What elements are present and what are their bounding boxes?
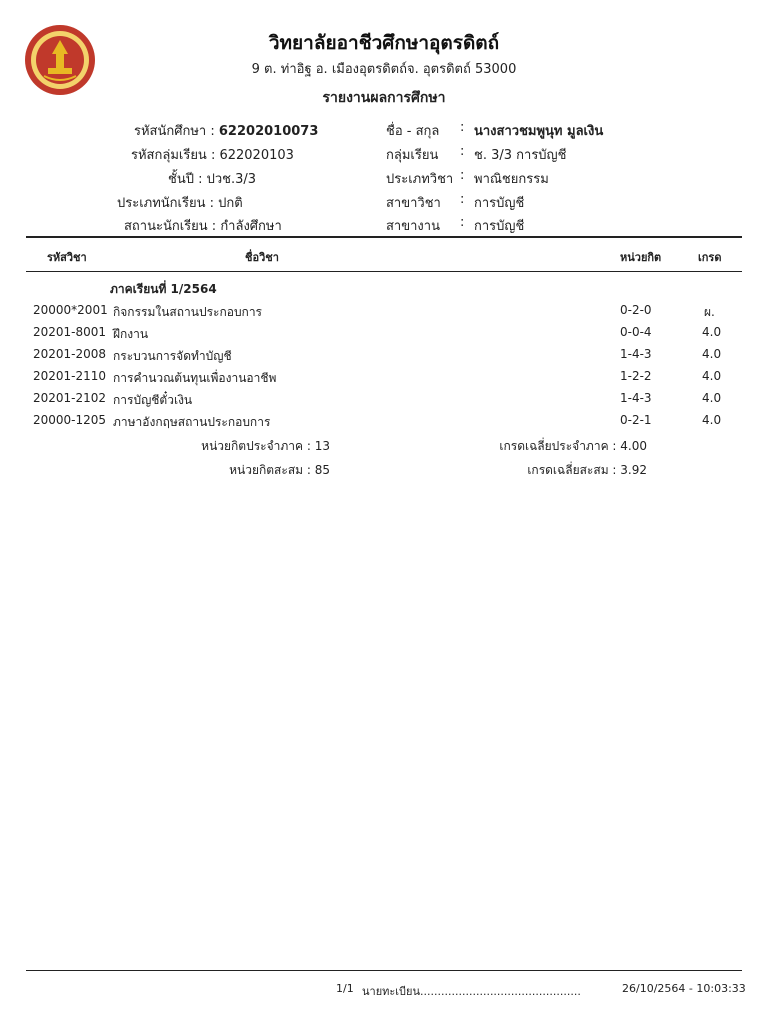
colon: : [460, 192, 465, 207]
course-grade: 4.0 [702, 413, 722, 427]
student-name-value: นางสาวชมพูนุท มูลเงิน [474, 124, 604, 139]
student-id-value: 62202010073 [218, 124, 319, 139]
header-grade: เกรด [698, 251, 722, 264]
field-value: การบัญชี [474, 219, 525, 234]
student-status-label: สถานะนักเรียน : [124, 219, 221, 234]
year-label: ชั้นปี : [168, 172, 207, 187]
semester-label: ภาคเรียนที่ 1/2564 [110, 282, 217, 296]
course-credit: 0-2-0 [620, 303, 652, 317]
footer-rule [26, 970, 742, 971]
header-credit: หน่วยกิต [620, 251, 662, 264]
course-name: ภาษาอังกฤษสถานประกอบการ [113, 415, 271, 429]
report-title: รายงานผลการศึกษา [322, 90, 446, 106]
colon: : [460, 144, 465, 159]
cumulative-credits: หน่วยกิตสะสม : 85 [229, 463, 330, 477]
table-top-rule [26, 236, 742, 238]
header-code: รหัสวิชา [47, 251, 87, 264]
student-id-label: รหัสนักศึกษา : [134, 124, 219, 139]
course-name: การคำนวณต้นทุนเพื่องานอาชีพ [113, 371, 277, 385]
course-code: 20000-1205 [33, 413, 107, 427]
colon: : [460, 168, 465, 183]
course-code: 20201-8001 [33, 325, 107, 339]
course-grade: ผ. [704, 305, 715, 319]
student-status-value: กำลังศึกษา [220, 219, 282, 234]
course-credit: 0-2-1 [620, 413, 652, 427]
course-credit: 1-2-2 [620, 369, 652, 383]
course-credit: 0-0-4 [620, 325, 652, 339]
course-grade: 4.0 [702, 325, 722, 339]
group-code-value: 622020103 [219, 148, 294, 163]
subject-type-label: ประเภทวิชา [386, 172, 454, 187]
student-type-label: ประเภทนักเรียน : [117, 196, 219, 211]
course-grade: 4.0 [702, 391, 722, 405]
semester-credits: หน่วยกิตประจำภาค : 13 [201, 439, 330, 453]
college-name: วิทยาลัยอาชีวศึกษาอุตรดิตถ์ [268, 32, 500, 54]
student-type-row [117, 192, 243, 213]
table-header-rule [26, 271, 742, 272]
header-name: ชื่อวิชา [245, 251, 279, 264]
year-row [168, 168, 256, 189]
field-label: สาขางาน [386, 219, 440, 234]
course-name: กิจกรรมในสถานประกอบการ [113, 305, 263, 319]
course-code: 20201-2102 [33, 391, 107, 405]
group-code-row [131, 144, 294, 165]
course-name: กระบวนการจัดทำบัญชี [113, 349, 232, 363]
colon: : [460, 120, 465, 135]
course-code: 20201-2110 [33, 369, 107, 383]
group-label: กลุ่มเรียน [386, 148, 439, 163]
student-id-row [134, 120, 318, 141]
course-code: 20000*2001 [33, 303, 108, 317]
cumulative-gpa: เกรดเฉลี่ยสะสม : 3.92 [527, 463, 647, 477]
course-grade: 4.0 [702, 347, 722, 361]
course-name: ฝึกงาน [113, 327, 149, 341]
course-credit: 1-4-3 [620, 347, 652, 361]
group-code-label: รหัสกลุ่มเรียน : [131, 148, 220, 163]
print-datetime: 26/10/2564 - 10:03:33 [622, 982, 746, 995]
course-code: 20201-2008 [33, 347, 107, 361]
major-value: การบัญชี [474, 196, 525, 211]
subject-type-value: พาณิชยกรรม [474, 172, 549, 187]
student-type-value: ปกติ [218, 196, 243, 211]
course-grade: 4.0 [702, 369, 722, 383]
semester-gpa: เกรดเฉลี่ยประจำภาค : 4.00 [499, 439, 647, 453]
student-name-label: ชื่อ - สกุล [386, 124, 440, 139]
course-name: การบัญชีตั๋วเงิน [113, 393, 193, 407]
colon: : [460, 215, 465, 230]
group-value: ช. 3/3 การบัญชี [474, 148, 567, 163]
registrar-signature-line: นายทะเบียน.............................................. [362, 985, 581, 998]
major-label: สาขาวิชา [386, 196, 441, 211]
course-credit: 1-4-3 [620, 391, 652, 405]
student-status-row [124, 215, 282, 236]
year-value: ปวช.3/3 [206, 172, 257, 187]
college-address: 9 ต. ท่าอิฐ อ. เมืองอุตรดิตถ์จ. อุตรดิตถ์ 53000 [251, 62, 517, 77]
page-number: 1/1 [336, 982, 354, 995]
